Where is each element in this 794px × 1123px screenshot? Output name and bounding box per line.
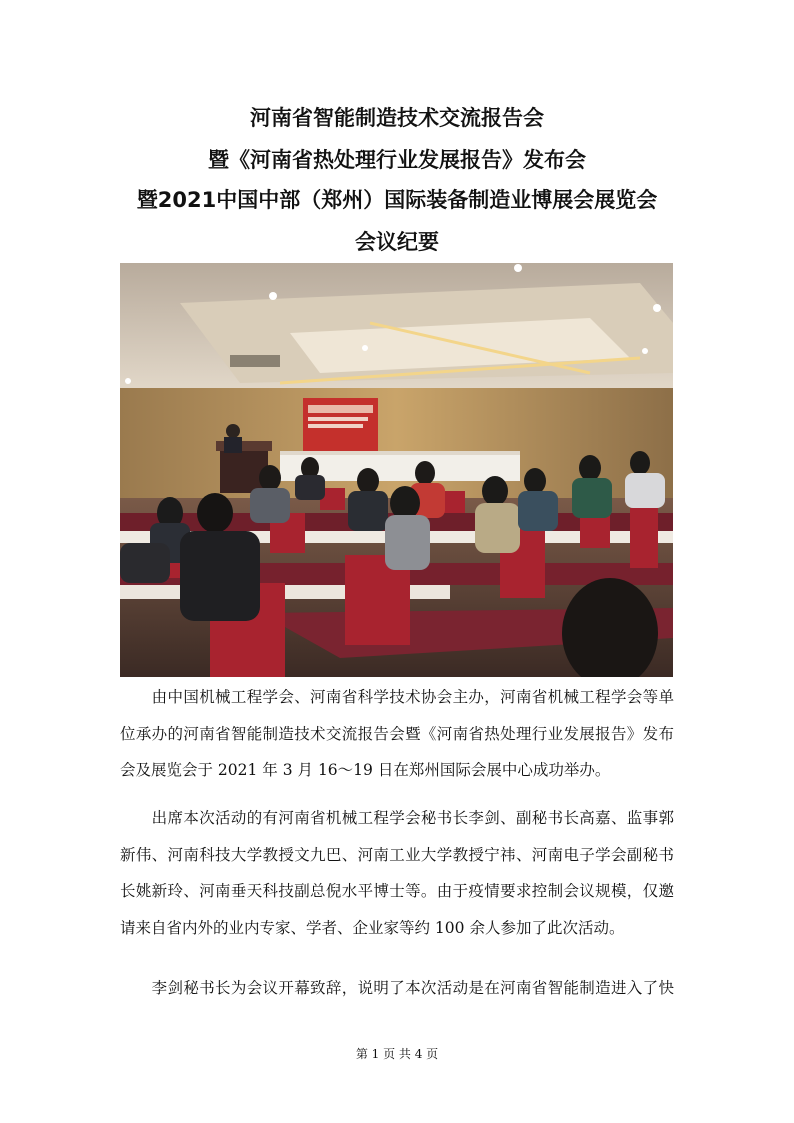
document-subtitle-2: 暨2021中国中部（郑州）国际装备制造业博展会展览会 [136, 188, 658, 212]
paragraph-3 [120, 970, 674, 1007]
paragraph-line: 出席本次活动的有河南省机械工程学会秘书长李剑、副秘书长高嘉、监事郭 [120, 809, 674, 827]
paragraph-line: 新伟、河南科技大学教授文九巴、河南工业大学教授宁祎、河南电子学会副秘书 [120, 845, 674, 864]
paragraph-line: 位承办的河南省智能制造技术交流报告会暨《河南省热处理行业发展报告》发布 [120, 724, 674, 743]
document-subtitle-1: 暨《河南省热处理行业发展报告》发布会 [208, 148, 586, 172]
document-title: 河南省智能制造技术交流报告会 [250, 106, 544, 130]
paragraph-2 [120, 800, 674, 946]
paragraph-line: 长姚新玲、河南垂天科技副总倪水平博士等。由于疫情要求控制会议规模，仅邀 [120, 882, 674, 900]
page-footer: 第 1 页 共 4 页 [355, 1047, 439, 1061]
document-subtitle-3: 会议纪要 [355, 230, 439, 254]
paragraph-line: 请来自省内外的业内专家、学者、企业家等约 100 余人参加了此次活动。 [120, 918, 625, 937]
paragraph-line: 由中国机械工程学会、河南省科学技术协会主办，河南省机械工程学会等单 [120, 688, 674, 706]
conference-photo [120, 263, 673, 677]
paragraph-line: 李剑秘书长为会议开幕致辞，说明了本次活动是在河南省智能制造进入了快 [120, 979, 674, 997]
paragraph-line: 会及展览会于 2021 年 3 月 16～19 日在郑州国际会展中心成功举办。 [120, 761, 611, 779]
paragraph-1 [120, 679, 674, 789]
